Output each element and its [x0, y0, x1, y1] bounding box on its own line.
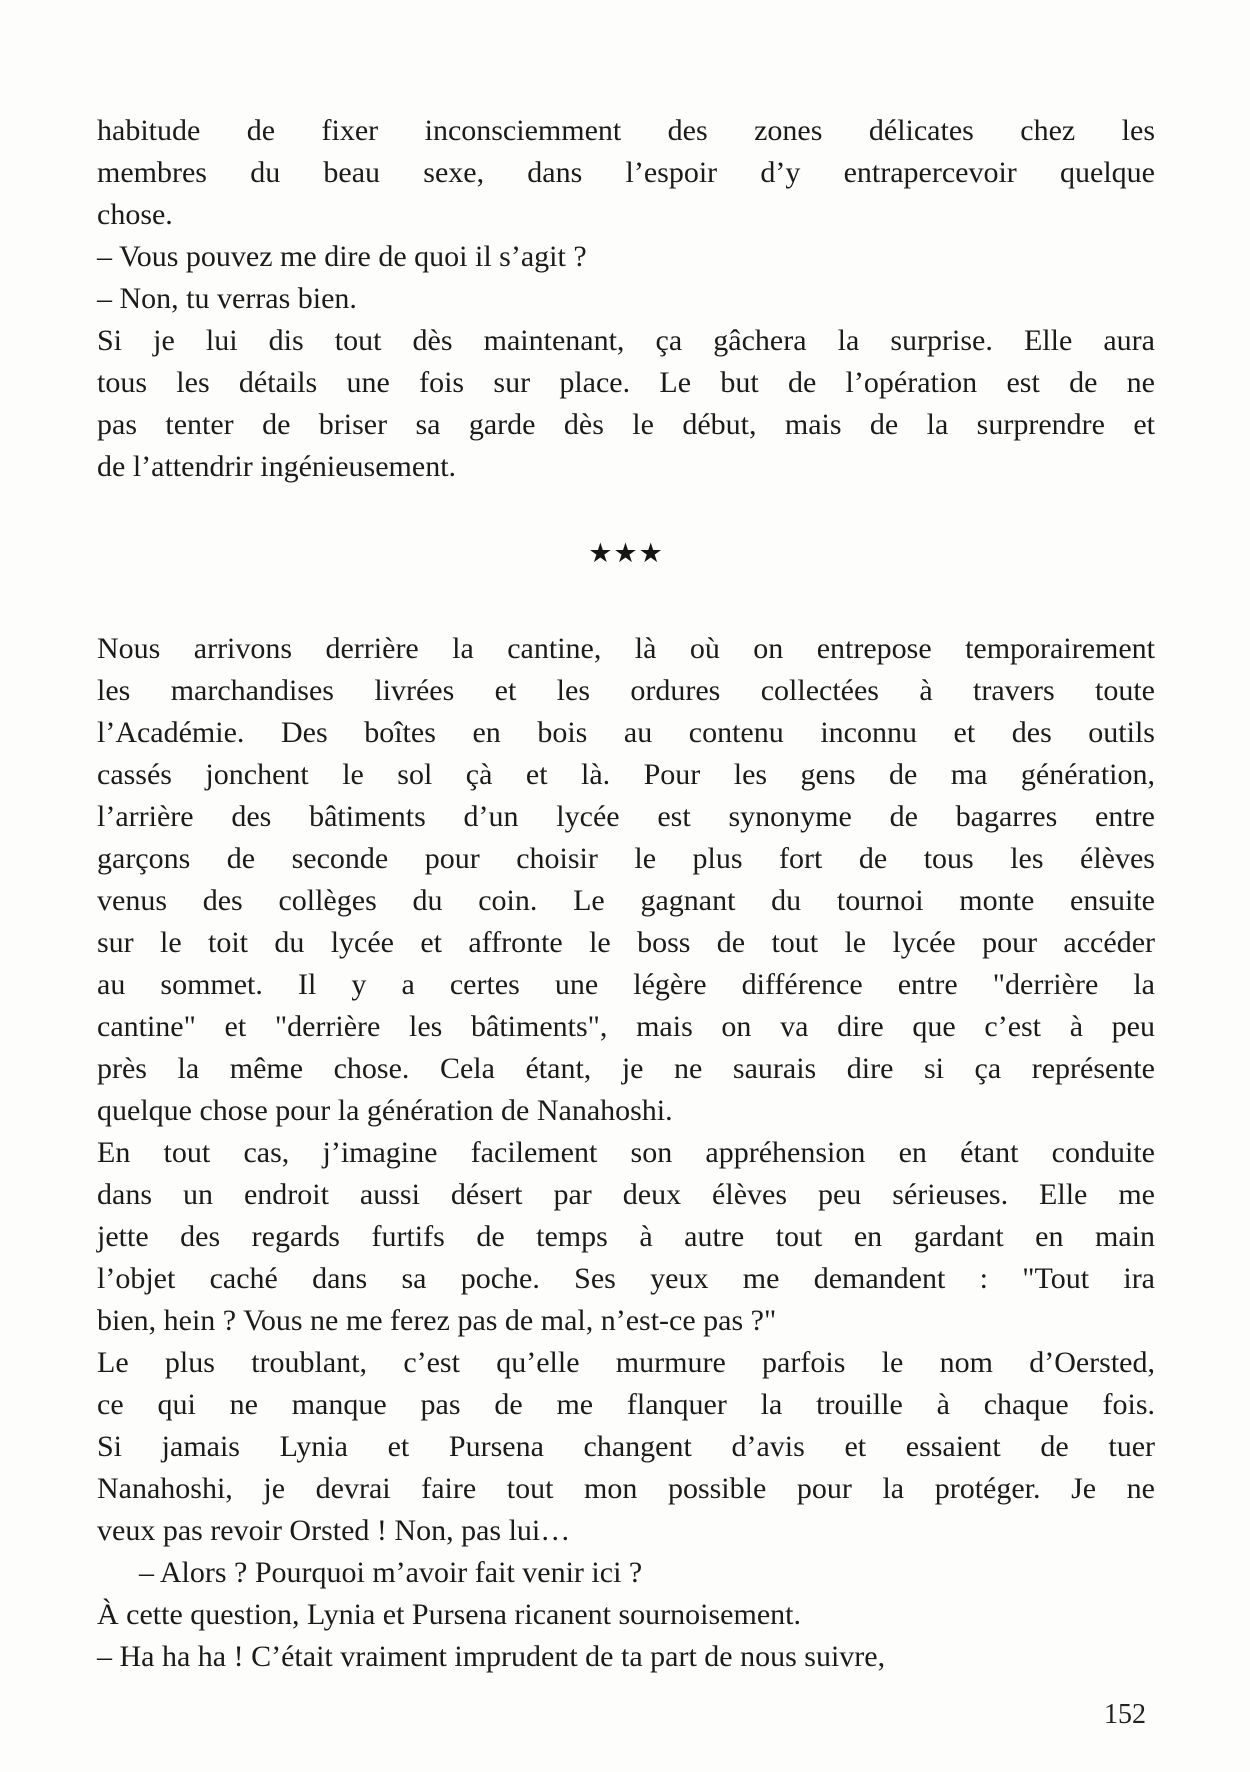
text-line: l’objet caché dans sa poche. Ses yeux me demandent : "Tout ira: [97, 1262, 1155, 1295]
text-line: pas tenter de briser sa garde dès le début, mais de la surprendre et: [97, 408, 1155, 441]
text-line: cassés jonchent le sol çà et là. Pour les gens de ma génération,: [97, 758, 1155, 791]
text-line: l’Académie. Des boîtes en bois au contenu inconnu et des outils: [97, 716, 1155, 749]
text-line: les marchandises livrées et les ordures collectées à travers toute: [97, 674, 1155, 707]
text-line: bien, hein ? Vous ne me ferez pas de mal, n’est-ce pas ?": [97, 1304, 777, 1337]
page-number: 152: [1104, 1699, 1146, 1730]
text-line: chose.: [97, 198, 173, 231]
text-line: de l’attendrir ingénieusement.: [97, 450, 457, 483]
dialogue-line: [97, 278, 1155, 320]
text-line: Si jamais Lynia et Pursena changent d’avis et essaient de tuer: [97, 1430, 1155, 1463]
text-line: jette des regards furtifs de temps à autre tout en gardant en main: [97, 1220, 1155, 1253]
text-line: En tout cas, j’imagine facilement son appréhension en étant conduite: [97, 1136, 1155, 1169]
text-line: venus des collèges du coin. Le gagnant du tournoi monte ensuite: [97, 884, 1155, 917]
text-line: près la même chose. Cela étant, je ne saurais dire si ça représente: [97, 1052, 1155, 1085]
text-line: dans un endroit aussi désert par deux élèves peu sérieuses. Elle me: [97, 1178, 1155, 1211]
paragraph: [97, 320, 1155, 488]
text-line: veux pas revoir Orsted ! Non, pas lui…: [97, 1514, 571, 1547]
text-line: Si je lui dis tout dès maintenant, ça gâchera la surprise. Elle aura: [97, 324, 1155, 357]
text-line: garçons de seconde pour choisir le plus fort de tous les élèves: [97, 842, 1155, 875]
paragraph: [97, 1342, 1155, 1552]
section-divider-stars: ★★★: [588, 538, 664, 568]
text-line: membres du beau sexe, dans l’espoir d’y entrapercevoir quelque: [97, 156, 1155, 189]
text-line: Le plus troublant, c’est qu’elle murmure parfois le nom d’Oersted,: [97, 1346, 1155, 1379]
text-line: – Non, tu verras bien.: [97, 282, 357, 315]
text-line: tous les détails une fois sur place. Le but de l’opération est de ne: [97, 366, 1155, 399]
text-line: Nanahoshi, je devrai faire tout mon possible pour la protéger. Je ne: [97, 1472, 1155, 1505]
text-line: au sommet. Il y a certes une légère différence entre "derrière la: [97, 968, 1155, 1001]
text-line: – Ha ha ha ! C’était vraiment imprudent de ta part de nous suivre,: [97, 1640, 886, 1673]
text-line: À cette question, Lynia et Pursena ricanent sournoisement.: [97, 1598, 801, 1631]
paragraph: [97, 1132, 1155, 1342]
page-text: [97, 110, 1155, 1678]
text-line: sur le toit du lycée et affronte le boss de tout le lycée pour accéder: [97, 926, 1155, 959]
dialogue-line: [97, 236, 1155, 278]
paragraph: [97, 628, 1155, 1132]
text-line: – Vous pouvez me dire de quoi il s’agit ?: [97, 240, 587, 273]
paragraph: [97, 1594, 1155, 1636]
dialogue-line: [97, 1636, 1155, 1678]
text-line: l’arrière des bâtiments d’un lycée est synonyme de bagarres entre: [97, 800, 1155, 833]
text-line: Nous arrivons derrière la cantine, là où on entrepose temporairement: [97, 632, 1155, 665]
text-line: habitude de fixer inconsciemment des zones délicates chez les: [97, 114, 1155, 147]
text-line: cantine" et "derrière les bâtiments", mais on va dire que c’est à peu: [97, 1010, 1155, 1043]
text-line: ce qui ne manque pas de me flanquer la trouille à chaque fois.: [97, 1388, 1155, 1421]
text-line: – Alors ? Pourquoi m’avoir fait venir ici ?: [139, 1556, 643, 1589]
paragraph: [97, 110, 1155, 236]
dialogue-line: [97, 1552, 1155, 1594]
text-line: quelque chose pour la génération de Nanahoshi.: [97, 1094, 673, 1127]
